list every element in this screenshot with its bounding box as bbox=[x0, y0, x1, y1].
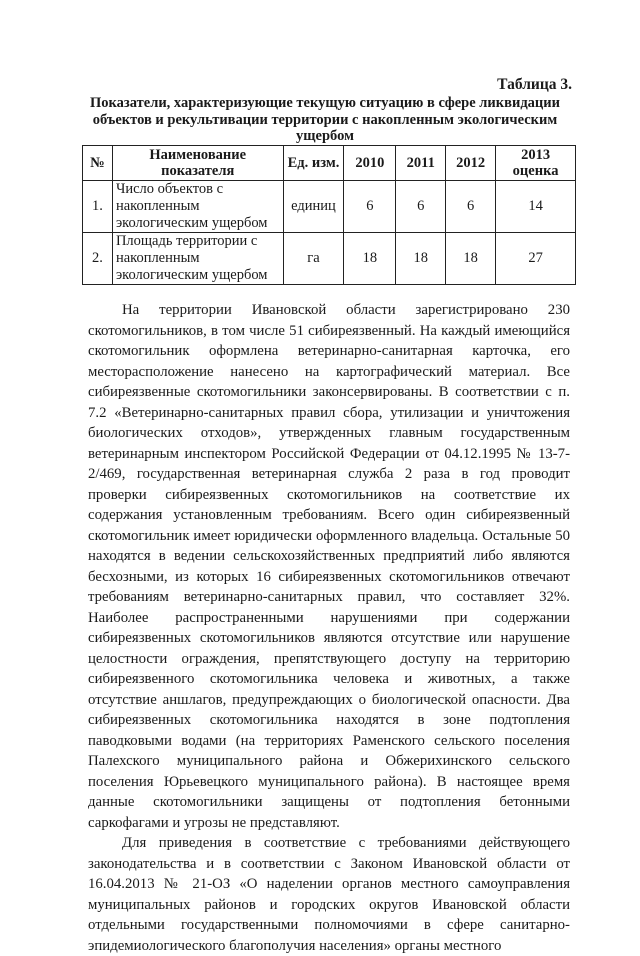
cell-2013: 14 bbox=[496, 181, 576, 233]
table-caption: Показатели, характеризующие текущую ситуацию в сфере ликвидации объектов и рекультивации территории с накопленным экологическим ущербом bbox=[90, 95, 560, 144]
paragraph-legislation: Для приведения в соответствие с требованиями действующего законодательства и в соответствии с Законом Ивановской области от 16.04.2013 № 21-ОЗ «О наделении органов местного самоуправления муниципальных районов и городских округов Ивановской области отдельными государственными полномочиями в сфере санитарно-эпидемиологического благополучия населения» органы местного bbox=[88, 835, 570, 954]
cell-unit: единиц bbox=[283, 181, 344, 233]
paragraph-cattle-burial-grounds: На территории Ивановской области зарегистрировано 230 скотомогильников, в том числе 51 сибиреязвенный. На каждый имеющийся скотомогильник оформлена ветеринарно-санитарная карточка, его месторасположение нанесено на картографический материал. Все сибиреязвенные скотомогильники законсервированы. В соответствии с п. 7.2 «Ветеринарно-санитарных правил сбора, утилизации и уничтожения биологических отходов», утвержденных главным государственным ветеринарным инспектором Российской Федерации от 04.12.1995 № 13-7-2/469, государственная ветеринарная служба 2 раза в год проводит проверки сибиреязвенных скотомогильников на соответствие их содержания установленным требованиям. Всего один сибиреязвенный скотомогильник имеет юридически оформленного владельца. Остальные 50 находятся в ведении сельскохозяйственных предприятий либо являются бесхозными, из которых 16 сибиреязвенных скотомогильников отвечают требованиям ветеринарно-санитарных правил, что составляет 32%. Наиболее распространенными нарушениями при содержании сибиреязвенных скотомогильников являются отсутствие или нарушение целостности ограждения, препятствующего доступу на территорию сибиреязвенного скотомогильника человека и животных, а также отсутствие аншлагов, предупреждающих о биологической опасности. Два сибиреязвенных скотомогильника находятся в зоне подтопления паводковыми водами (на территориях Раменского сельского поселения Палехского муниципального района и Обжерихинского сельского поселения Юрьевецкого муниципального района). В настоящее время данные скотомогильники защищены от подтопления бетонными саркофагами и угрозы не представляют. bbox=[88, 302, 570, 831]
cell-unit: га bbox=[283, 233, 344, 285]
cell-number: 2. bbox=[83, 233, 113, 285]
cell-indicator-name: Число объектов с накопленным экологическим ущербом bbox=[112, 181, 283, 233]
header-unit: Ед. изм. bbox=[283, 146, 344, 181]
cell-2010: 18 bbox=[344, 233, 396, 285]
header-number: № bbox=[83, 146, 113, 181]
table-row bbox=[83, 233, 576, 285]
table-number: Таблица 3. bbox=[497, 76, 572, 93]
cell-2010: 6 bbox=[344, 181, 396, 233]
table-row bbox=[83, 181, 576, 233]
cell-number: 1. bbox=[83, 181, 113, 233]
header-2012: 2012 bbox=[446, 146, 496, 181]
table-header-row bbox=[83, 146, 576, 181]
header-2010: 2010 bbox=[344, 146, 396, 181]
cell-indicator-name: Площадь территории с накопленным экологическим ущербом bbox=[112, 233, 283, 285]
cell-2013: 27 bbox=[496, 233, 576, 285]
cell-2012: 18 bbox=[446, 233, 496, 285]
indicators-table bbox=[82, 145, 576, 285]
cell-2011: 18 bbox=[396, 233, 446, 285]
body-text bbox=[88, 300, 570, 956]
cell-2012: 6 bbox=[446, 181, 496, 233]
header-indicator-name: Наименование показателя bbox=[112, 146, 283, 181]
cell-2011: 6 bbox=[396, 181, 446, 233]
header-2011: 2011 bbox=[396, 146, 446, 181]
header-2013-estimate: 2013 оценка bbox=[496, 146, 576, 181]
